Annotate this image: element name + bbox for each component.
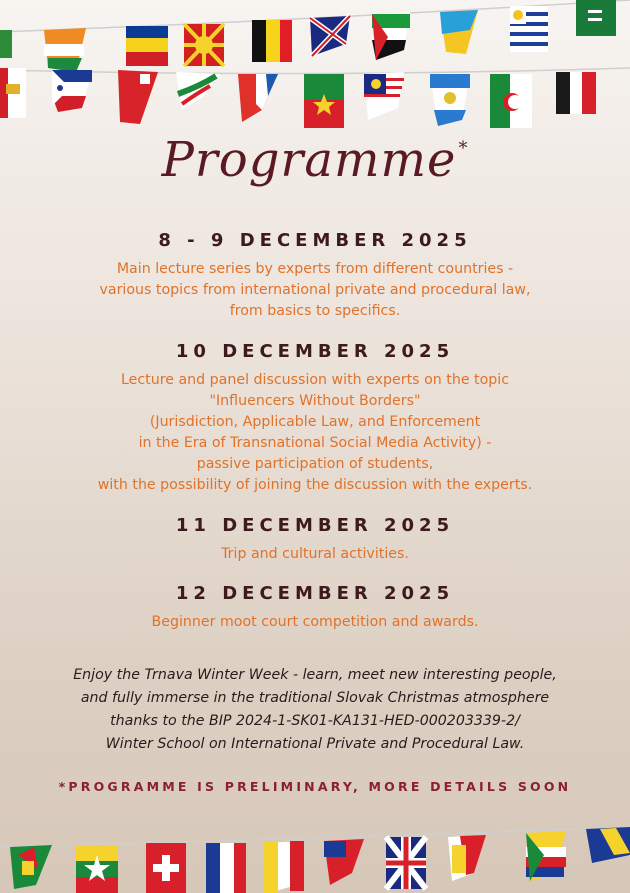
section-description [0, 259, 630, 322]
page-title [0, 132, 630, 188]
section-date: 8 - 9 DECEMBER 2025 [158, 230, 472, 251]
description-line: various topics from international private and procedural law, [99, 282, 531, 298]
section-date: 11 DECEMBER 2025 [175, 515, 455, 536]
title-text: Programme [161, 132, 457, 188]
section-description [0, 612, 630, 633]
description-line: (Jurisdiction, Applicable Law, and Enforcement [149, 414, 481, 430]
description-line: "Influencers Without Borders" [209, 393, 421, 409]
section-date: 12 DECEMBER 2025 [175, 583, 455, 604]
closing-line: Enjoy the Trnava Winter Week - learn, meet new interesting people, [73, 667, 557, 683]
description-line: Main lecture series by experts from different countries - [116, 261, 514, 277]
closing-line: and fully immerse in the traditional Slovak Christmas atmosphere [80, 690, 550, 706]
description-line: in the Era of Transnational Social Media Activity) - [138, 435, 492, 451]
description-line: Beginner moot court competition and awards. [151, 614, 479, 630]
description-line: with the possibility of joining the discussion with the experts. [97, 477, 533, 493]
section-description [0, 370, 630, 496]
description-line: Trip and cultural activities. [221, 546, 409, 562]
description-line: passive participation of students, [196, 456, 434, 472]
closing-line: Winter School on International Private and Procedural Law. [105, 736, 525, 752]
preliminary-footnote: *PROGRAMME IS PRELIMINARY, MORE DETAILS SOON [58, 779, 572, 794]
title-asterisk: * [458, 138, 469, 159]
description-line: from basics to specifics. [229, 303, 401, 319]
section-description [0, 544, 630, 565]
closing-paragraph [0, 664, 630, 756]
closing-line: thanks to the BIP 2024-1-SK01-KA131-HED-000203339-2/ [110, 713, 520, 729]
description-line: Lecture and panel discussion with experts on the topic [120, 372, 510, 388]
section-date: 10 DECEMBER 2025 [175, 341, 455, 362]
